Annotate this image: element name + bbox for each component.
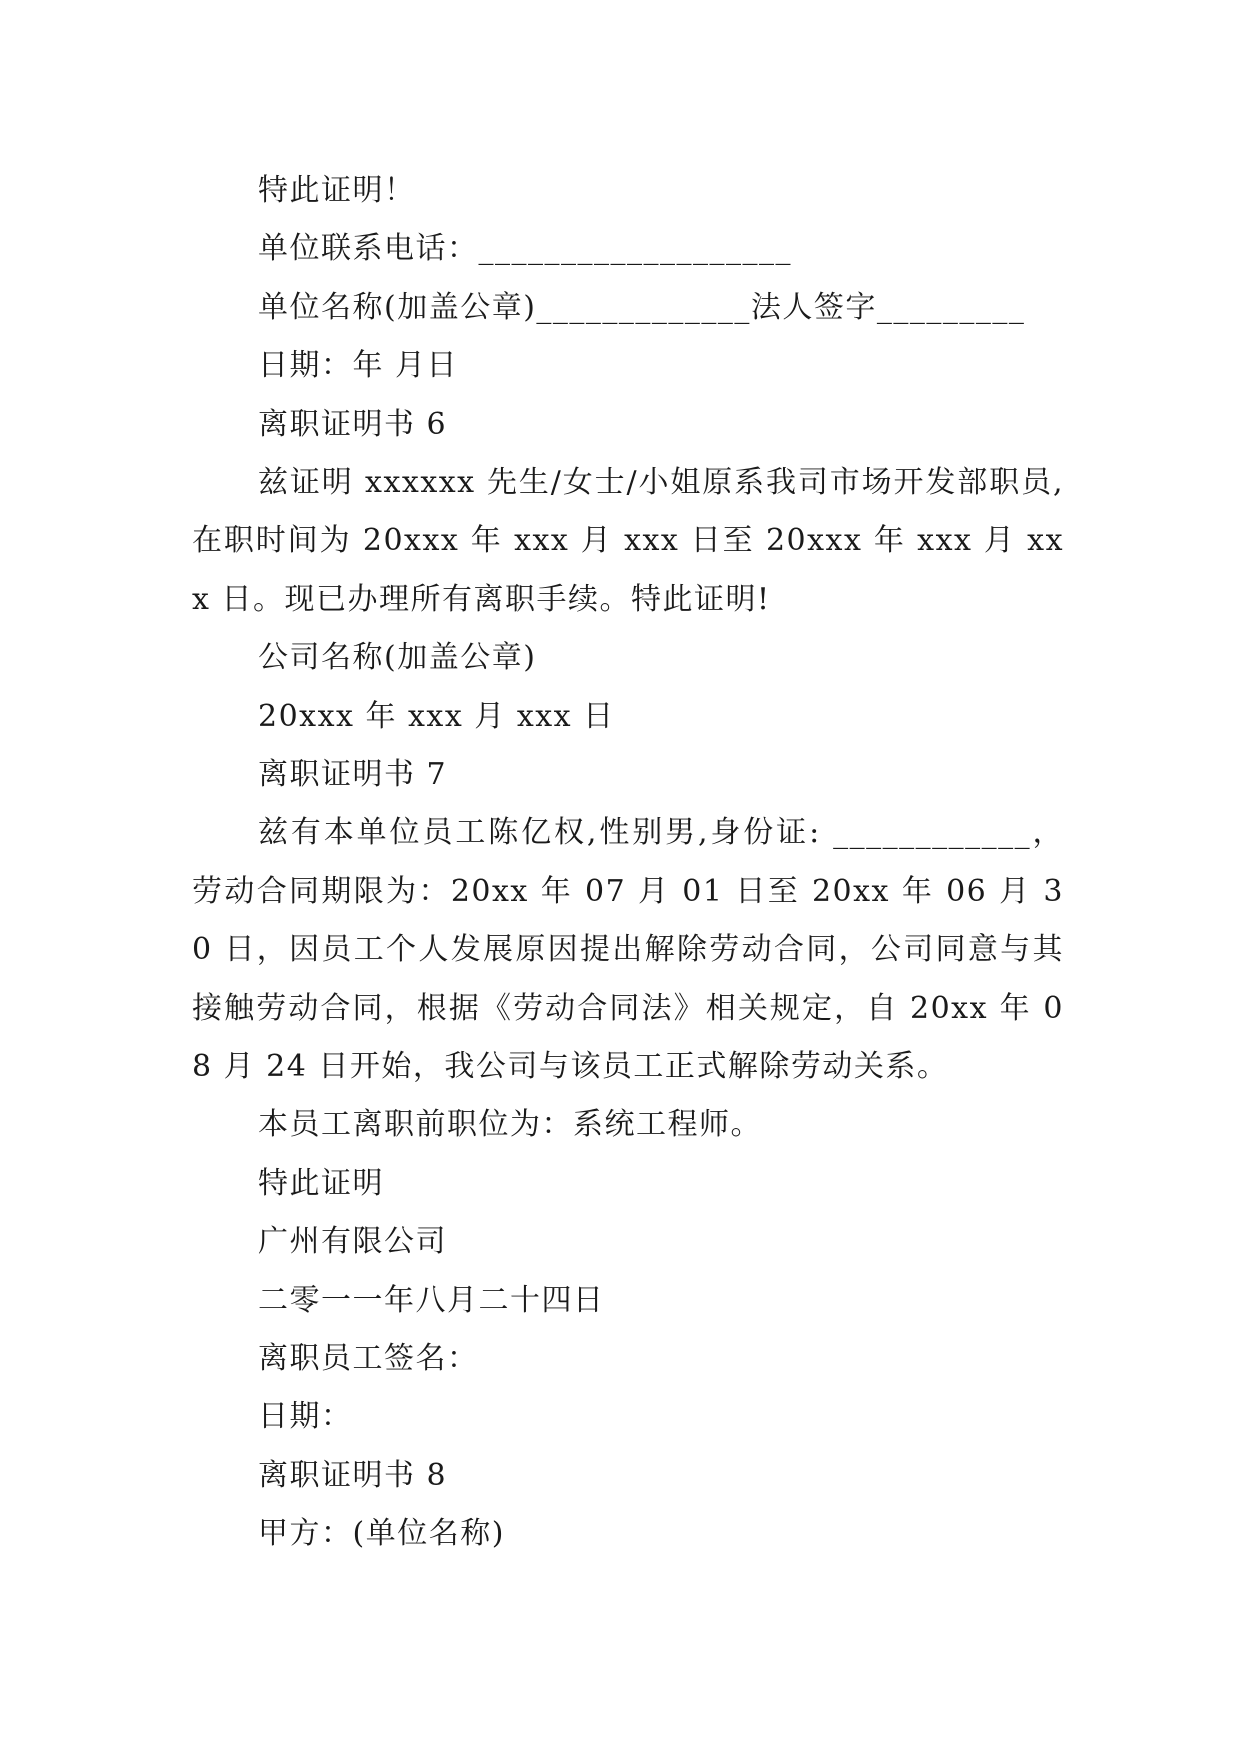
certificate-6-body: 兹证明 xxxxxx 先生/女士/小姐原系我司市场开发部职员,在职时间为 20xxx 年 xxx 月 xxx 日至 20xxx 年 xxx 月 xxx 日。现已办理所有离职手续。特此证明! — [192, 464, 1064, 617]
section-heading-8: 离职证明书 8 — [258, 1457, 448, 1493]
signature-date-line: 日期： — [258, 1399, 353, 1435]
date-line: 日期：年 月日 — [258, 348, 459, 384]
section-heading-6: 离职证明书 6 — [258, 406, 448, 442]
unit-phone-line: 单位联系电话：___________________ — [258, 231, 792, 267]
certify-text: 特此证明 — [258, 1165, 384, 1201]
section-heading-7: 离职证明书 7 — [258, 756, 448, 792]
certificate-6-date: 20xxx 年 xxx 月 xxx 日 — [258, 698, 615, 734]
unit-name-signature-line: 单位名称(加盖公章)_____________法人签字_________ — [258, 289, 1026, 325]
company-name: 广州有限公司 — [258, 1224, 447, 1260]
certificate-7-date: 二零一一年八月二十四日 — [258, 1282, 605, 1318]
certificate-7-body: 兹有本单位员工陈亿权,性别男,身份证: ____________，劳动合同期限为：20xx 年 07 月 01 日至 20xx 年 06 月 30 日，因员工个人发展原因提出解除劳动合同，公司同意与其接触劳动合同，根据《劳动合同法》相关规定，自 20xx 年 08 月 24 日开始，我公司与该员工正式解除劳动关系。 — [192, 815, 1064, 1084]
document-page — [192, 162, 1064, 1564]
certify-closing: 特此证明！ — [258, 173, 416, 208]
employee-signature-line: 离职员工签名： — [258, 1340, 479, 1376]
company-name-seal: 公司名称(加盖公章) — [258, 640, 537, 676]
former-position: 本员工离职前职位为：系统工程师。 — [258, 1107, 762, 1143]
party-a-line: 甲方：(单位名称) — [258, 1516, 505, 1552]
